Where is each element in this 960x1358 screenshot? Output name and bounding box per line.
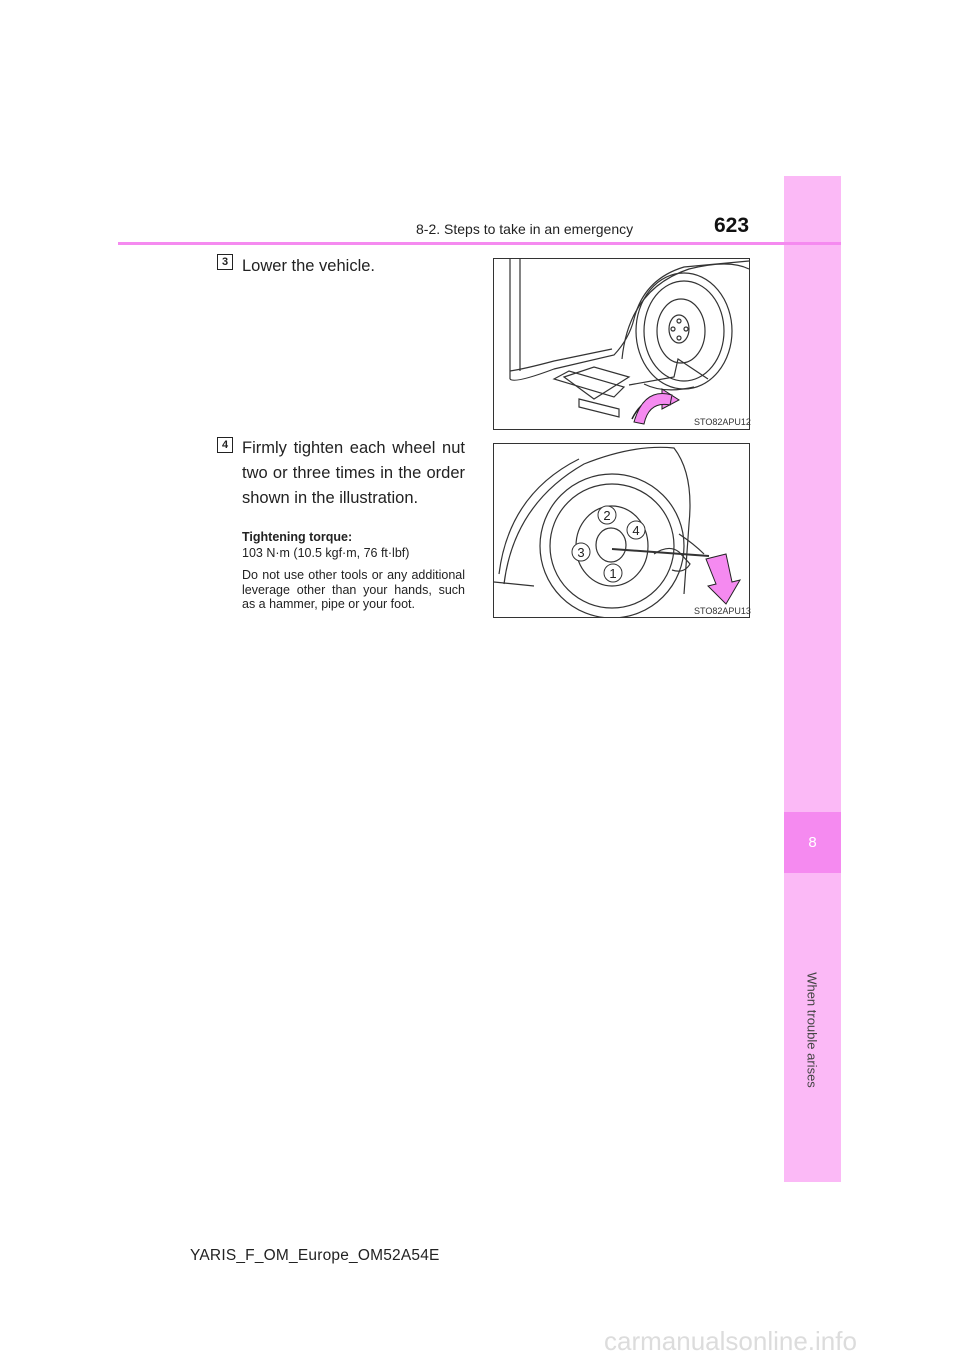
nut-3-label: 3 [577, 545, 585, 560]
watermark: carmanualsonline.info [604, 1326, 857, 1356]
lower-vehicle-illustration [494, 259, 749, 429]
nut-1-label: 1 [609, 566, 617, 581]
step-3-text: Lower the vehicle. [242, 257, 375, 275]
nut-4-label: 4 [632, 523, 640, 538]
step-3-badge: 3 [217, 254, 233, 270]
header-rule [118, 242, 841, 245]
figure-lower-vehicle [493, 258, 750, 430]
chapter-number: 8 [784, 812, 841, 873]
tool-caution-note: Do not use other tools or any additional leverage other than your hands, such as a hammer, pipe or your foot. [242, 568, 465, 611]
document-code: YARIS_F_OM_Europe_OM52A54E [190, 1247, 440, 1264]
tighten-nuts-illustration [494, 444, 749, 617]
figure-id: STO82APU12 [694, 417, 751, 427]
chapter-title: When trouble arises [804, 972, 820, 1088]
step-4-badge: 4 [217, 437, 233, 453]
page-number: 623 [714, 214, 750, 237]
step-4-text: Firmly tighten each wheel nut two or three times in the order shown in the illustration. [242, 439, 465, 507]
torque-label: Tightening torque: [242, 530, 353, 544]
figure-tighten-nuts [493, 443, 750, 618]
torque-value: 103 N·m (10.5 kgf·m, 76 ft·lbf) [242, 546, 410, 560]
section-title: 8-2. Steps to take in an emergency [416, 221, 634, 237]
nut-2-label: 2 [603, 508, 611, 523]
figure-id: STO82APU13 [694, 606, 751, 616]
